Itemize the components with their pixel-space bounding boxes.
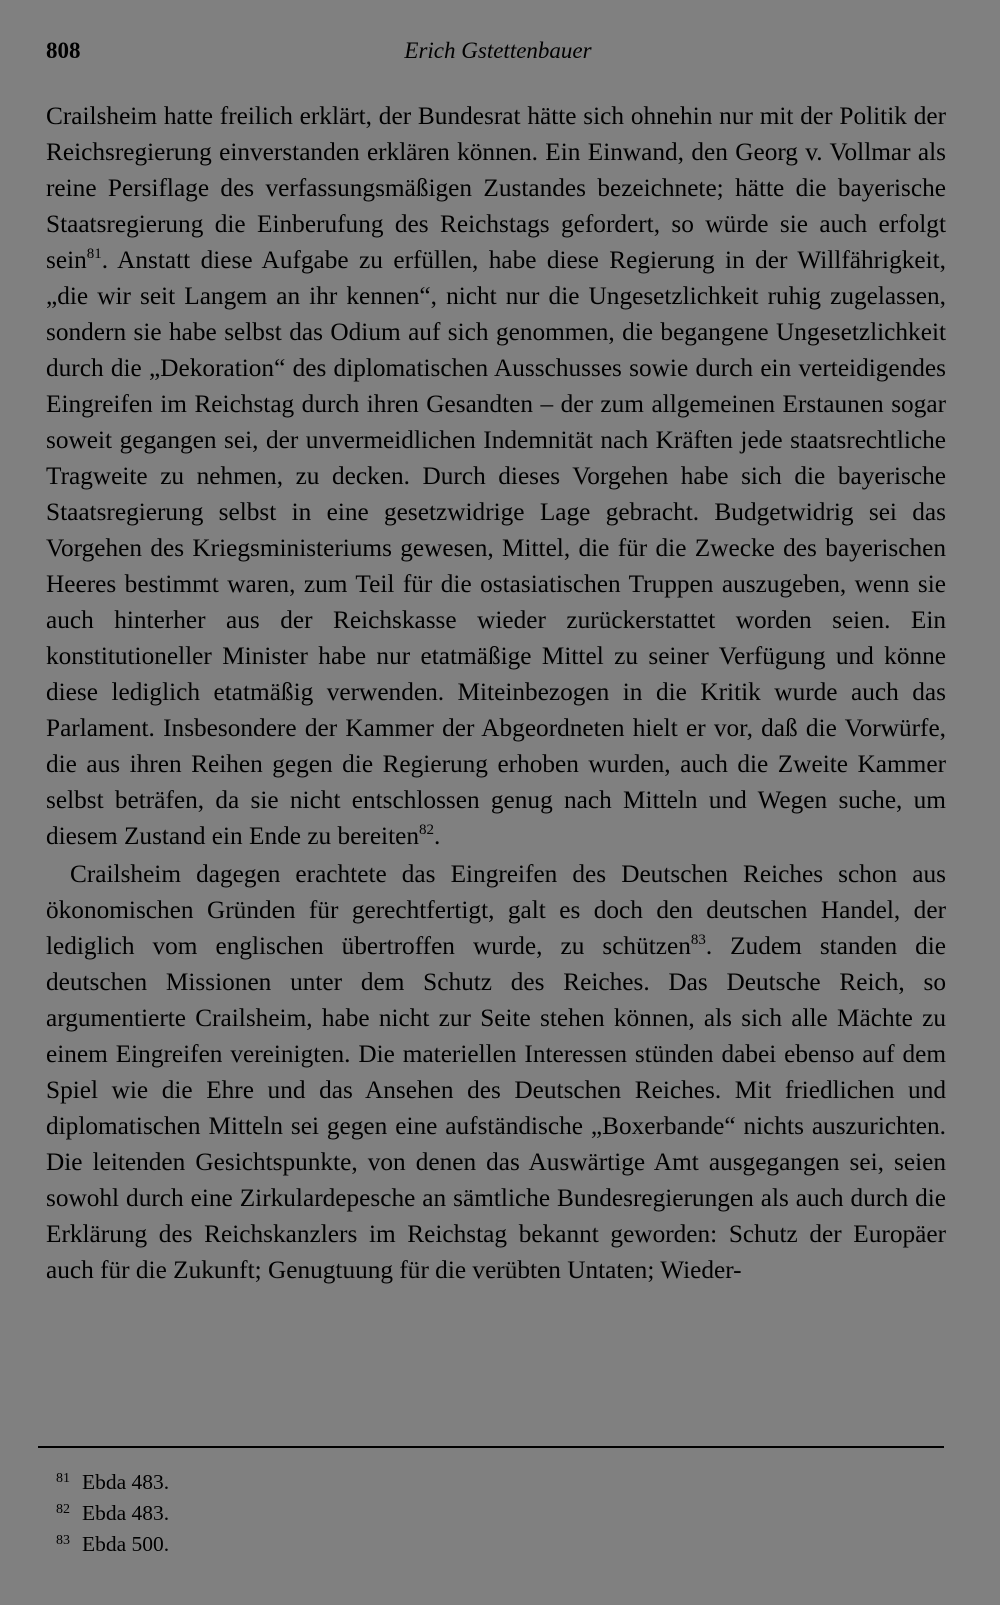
paragraph-text: . [434, 822, 441, 850]
footnote-ref-83: 83 [690, 932, 706, 948]
footnote-ref-82: 82 [419, 822, 434, 838]
paragraph-text: Crailsheim dagegen erachtete das Eingreifen des Deutschen Reiches schon aus ökonomischen Gründen für gerechtfertigt, galt es doch den deutschen Handel, der lediglich vom englischen übertroffen wurde, zu schützen [46, 860, 946, 960]
footnote-83 [56, 1527, 169, 1558]
paragraph-text: . Anstatt diese Aufgabe zu erfüllen, habe diese Regierung in der Willfährigkeit, „die wir seit Langem an ihr kennen“, nicht nur die Ungesetzlichkeit ruhig zugelassen, sondern sie habe selbst das Odium auf sich genommen, die begangene Ungesetzlichkeit durch die „Dekoration“ des diplomatischen Ausschusses sowie durch ein verteidigendes Eingreifen im Reichstag durch ihren Gesandten – der zum allgemeinen Erstaunen sogar soweit gegangen sei, der unvermeidlichen Indemnität nach Kräften jede staatsrechtliche Tragweite zu nehmen, zu decken. Durch dieses Vorgehen habe sich die bayerische Staatsregierung selbst in eine gesetzwidrige Lage gebracht. Budgetwidrig sei das Vorgehen des Kriegsministeriums gewesen, Mittel, die für die Zwecke des bayerischen Heeres bestimmt waren, zum Teil für die ostasiatischen Truppen auszugeben, wenn sie auch hinterher aus der Reichskasse wieder zurückerstattet worden seien. Ein konstitutioneller Minister habe nur etatmäßige Mittel zu seiner Verfügung und könne diese lediglich etatmäßig verwenden. Miteinbezogen in die Kritik wurde auch das Parlament. Insbesondere der Kammer der Abgeordneten hielt er vor, daß die Vorwürfe, die aus ihren Reihen gegen die Regierung erhoben wurden, auch die Zweite Kammer selbst beträfen, da sie nicht entschlossen genug nach Mitteln und Wegen suche, um diesem Zustand ein Ende zu bereiten [46, 246, 946, 850]
footnotes [56, 1465, 169, 1558]
footnote-text: Ebda 500. [82, 1532, 170, 1556]
footnote-number: 83 [56, 1533, 70, 1548]
paragraph-text: Crailsheim hatte freilich erklärt, der Bundesrat hätte sich ohnehin nur mit der Politik der Reichsregierung einverstanden erklären können. Ein Einwand, den Georg v. Vollmar als reine Persiflage des verfassungsmäßigen Zustandes bezeichnete; hätte die bayerische Staatsregierung die Einberufung des Reichstags gefordert, so würde sie auch erfolgt sein [46, 102, 946, 274]
paragraph-1 [46, 98, 946, 854]
footnote-number: 82 [56, 1502, 70, 1517]
paragraph-2 [46, 856, 946, 1288]
footnote-divider [38, 1446, 944, 1448]
footnote-81 [56, 1465, 169, 1496]
running-head: Erich Gstettenbauer [404, 38, 592, 63]
page-header [46, 38, 950, 72]
footnote-ref-81: 81 [86, 246, 102, 262]
footnote-82 [56, 1496, 169, 1527]
paragraph-text: . Zudem standen die deutschen Missionen unter dem Schutz des Reiches. Das Deutsche Reich, so argumentierte Crailsheim, habe nicht zur Seite stehen können, als sich alle Mächte zu einem Eingreifen vereinigten. Die materiellen Interessen stünden dabei ebenso auf dem Spiel wie die Ehre und das Ansehen des Deutschen Reiches. Mit friedlichen und diplomatischen Mitteln sei gegen eine aufständische „Boxerbande“ nichts auszurichten. Die leitenden Gesichtspunkte, von denen das Auswärtige Amt ausgegangen sei, seien sowohl durch eine Zirkulardepesche an sämtliche Bundesregierungen als auch durch die Erklärung des Reichskanzlers im Reichstag bekannt geworden: Schutz der Europäer auch für die Zukunft; Genugtuung für die verübten Untaten; Wieder- [46, 932, 946, 1284]
footnote-text: Ebda 483. [82, 1470, 170, 1494]
page-number: 808 [46, 38, 81, 63]
body-text [46, 98, 946, 1288]
footnote-text: Ebda 483. [82, 1501, 170, 1525]
footnote-number: 81 [56, 1471, 70, 1486]
